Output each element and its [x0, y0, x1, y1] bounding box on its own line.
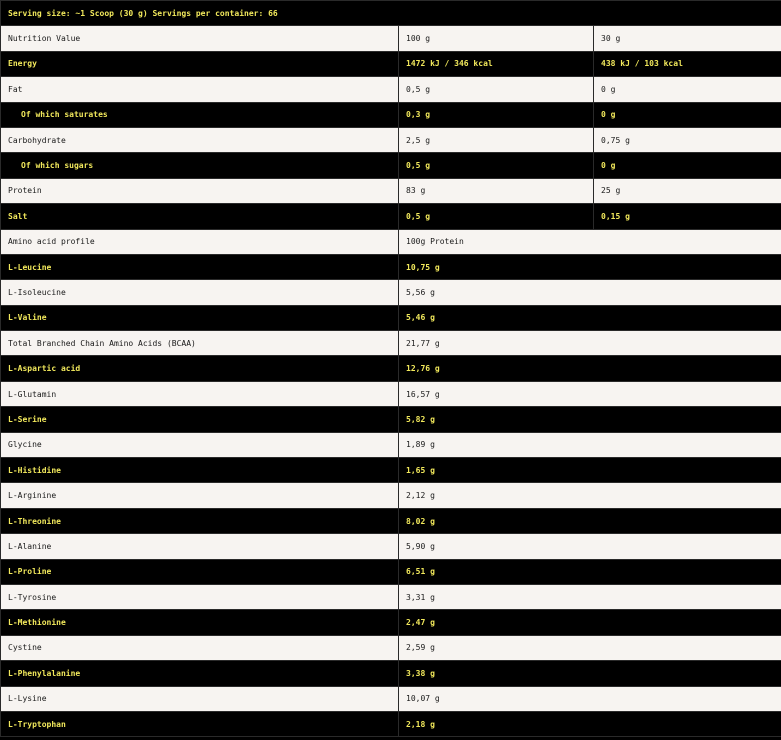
amino-acid-row	[1, 356, 781, 381]
amino-acid-value: 12,76 g	[399, 356, 781, 381]
amino-acid-row	[1, 559, 781, 584]
amino-acid-row	[1, 584, 781, 609]
nutrient-per-serving-value: 25 g	[594, 178, 781, 203]
nutrient-per-serving-value: 438 kJ / 103 kcal	[594, 51, 781, 76]
amino-acid-value: 5,82 g	[399, 407, 781, 432]
amino-acid-value: 5,56 g	[399, 280, 781, 305]
nutrient-label: Carbohydrate	[1, 127, 399, 152]
nutrition-row	[1, 127, 781, 152]
nutrition-row	[1, 26, 781, 51]
amino-acid-value: 2,47 g	[399, 610, 781, 635]
amino-acid-row	[1, 305, 781, 330]
amino-acid-row	[1, 458, 781, 483]
amino-acid-value: 10,75 g	[399, 254, 781, 279]
amino-acid-name: L-Tryptophan	[1, 711, 399, 736]
serving-info-text: Serving size: ~1 Scoop (30 g) Servings per container: 66	[1, 1, 781, 26]
amino-acid-name: Total Branched Chain Amino Acids (BCAA)	[1, 331, 399, 356]
nutrition-row	[1, 51, 781, 76]
amino-acid-value: 2,59 g	[399, 635, 781, 660]
amino-acid-row	[1, 331, 781, 356]
amino-acid-value: 2,18 g	[399, 711, 781, 736]
nutrient-per-100g-value: 2,5 g	[399, 127, 594, 152]
amino-acid-row	[1, 635, 781, 660]
amino-acid-row	[1, 661, 781, 686]
amino-acid-name: L-Histidine	[1, 458, 399, 483]
amino-acid-value: 6,51 g	[399, 559, 781, 584]
nutrient-per-100g-value: 83 g	[399, 178, 594, 203]
amino-acid-value: 2,12 g	[399, 483, 781, 508]
amino-acid-name: Cystine	[1, 635, 399, 660]
amino-acid-name: L-Threonine	[1, 508, 399, 533]
amino-acid-name: L-Phenylalanine	[1, 661, 399, 686]
amino-acid-row	[1, 381, 781, 406]
nutrient-label: Fat	[1, 77, 399, 102]
amino-acid-value: 5,90 g	[399, 534, 781, 559]
amino-acid-name: L-Valine	[1, 305, 399, 330]
nutrient-per-serving-value: 30 g	[594, 26, 781, 51]
amino-acid-name: L-Proline	[1, 559, 399, 584]
nutrition-row	[1, 153, 781, 178]
nutrient-per-100g-value: 100 g	[399, 26, 594, 51]
amino-acid-name: L-Tyrosine	[1, 584, 399, 609]
amino-acid-value: 1,65 g	[399, 458, 781, 483]
nutrient-per-100g-value: 0,3 g	[399, 102, 594, 127]
amino-acid-value: 10,07 g	[399, 686, 781, 711]
nutrient-label: Of which sugars	[1, 153, 399, 178]
nutrient-per-serving-value: 0,75 g	[594, 127, 781, 152]
nutrient-label: Protein	[1, 178, 399, 203]
amino-acid-row	[1, 280, 781, 305]
nutrient-label: Of which saturates	[1, 102, 399, 127]
nutrient-per-100g-value: 1472 kJ / 346 kcal	[399, 51, 594, 76]
amino-acid-row	[1, 508, 781, 533]
nutrient-per-100g-value: 0,5 g	[399, 77, 594, 102]
nutrient-per-serving-value: 0 g	[594, 153, 781, 178]
nutrition-row	[1, 102, 781, 127]
amino-acid-value: 21,77 g	[399, 331, 781, 356]
nutrition-row	[1, 77, 781, 102]
amino-acid-row	[1, 711, 781, 736]
amino-acid-name: Glycine	[1, 432, 399, 457]
amino-profile-label: Amino acid profile	[1, 229, 399, 254]
nutrition-table-body	[1, 1, 781, 737]
amino-acid-value: 8,02 g	[399, 508, 781, 533]
amino-acid-name: L-Methionine	[1, 610, 399, 635]
nutrient-per-serving-value: 0 g	[594, 77, 781, 102]
nutrient-per-100g-value: 0,5 g	[399, 204, 594, 229]
amino-acid-row	[1, 534, 781, 559]
amino-acid-value: 16,57 g	[399, 381, 781, 406]
amino-profile-basis: 100g Protein	[399, 229, 781, 254]
amino-profile-header-row	[1, 229, 781, 254]
nutrient-per-serving-value: 0 g	[594, 102, 781, 127]
amino-acid-name: L-Arginine	[1, 483, 399, 508]
nutrition-row	[1, 178, 781, 203]
amino-acid-value: 3,31 g	[399, 584, 781, 609]
nutrition-row	[1, 204, 781, 229]
amino-acid-name: L-Glutamin	[1, 381, 399, 406]
nutrient-per-100g-value: 0,5 g	[399, 153, 594, 178]
nutrient-label: Salt	[1, 204, 399, 229]
amino-acid-value: 3,38 g	[399, 661, 781, 686]
amino-acid-row	[1, 407, 781, 432]
nutrient-label: Energy	[1, 51, 399, 76]
nutrient-per-serving-value: 0,15 g	[594, 204, 781, 229]
amino-acid-name: L-Leucine	[1, 254, 399, 279]
amino-acid-name: L-Aspartic acid	[1, 356, 399, 381]
amino-acid-name: L-Alanine	[1, 534, 399, 559]
amino-acid-row	[1, 432, 781, 457]
amino-acid-value: 1,89 g	[399, 432, 781, 457]
amino-acid-value: 5,46 g	[399, 305, 781, 330]
amino-acid-name: L-Lysine	[1, 686, 399, 711]
amino-acid-name: L-Isoleucine	[1, 280, 399, 305]
serving-info-row	[1, 1, 781, 26]
amino-acid-row	[1, 483, 781, 508]
amino-acid-row	[1, 610, 781, 635]
amino-acid-row	[1, 254, 781, 279]
amino-acid-name: L-Serine	[1, 407, 399, 432]
nutrient-label: Nutrition Value	[1, 26, 399, 51]
amino-acid-row	[1, 686, 781, 711]
